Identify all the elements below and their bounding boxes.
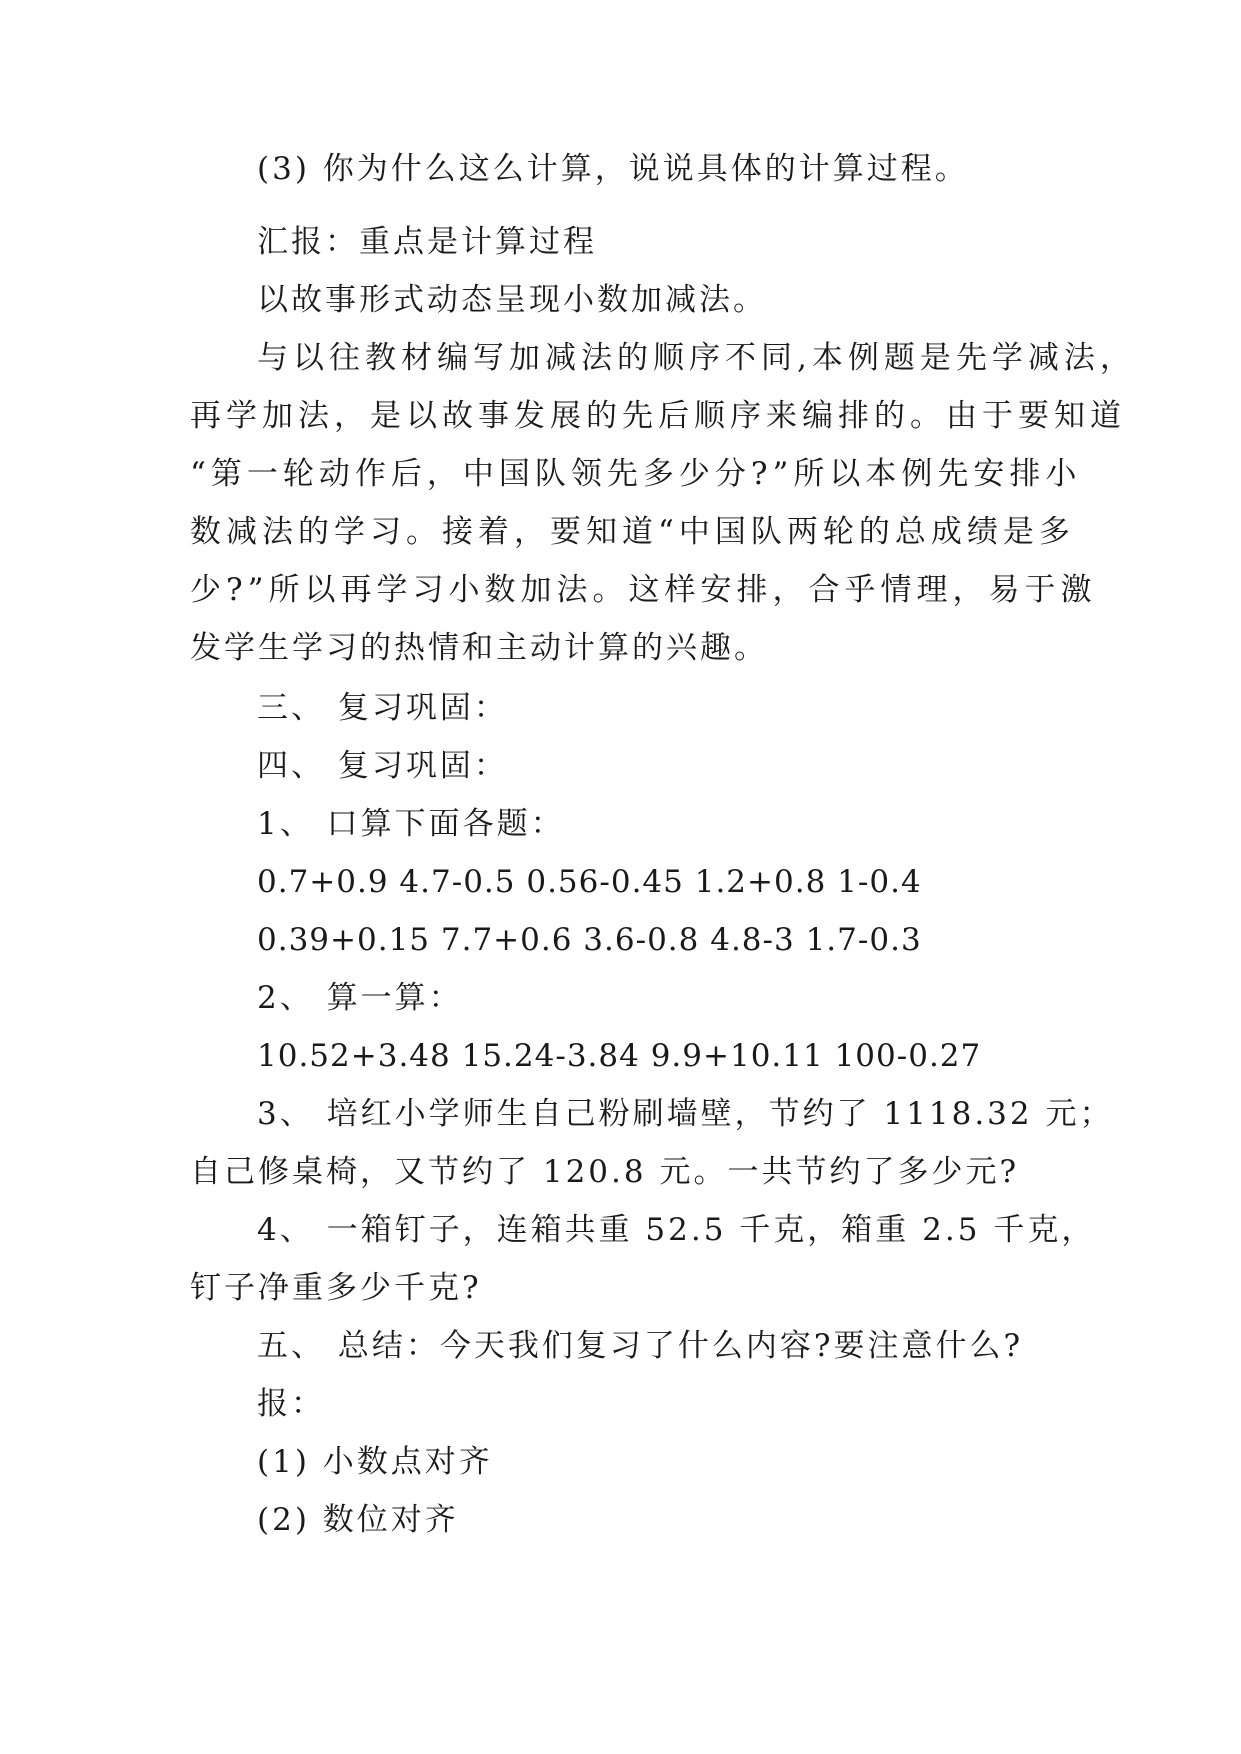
word-problem-4-line: 钉子净重多少千克?	[190, 1270, 482, 1306]
summary-point-1: (1) 小数点对齐	[257, 1444, 493, 1480]
summary-point-2: (2) 数位对齐	[257, 1502, 459, 1538]
paragraph-line: 数减法的学习。接着，要知道“中国队两轮的总成绩是多	[190, 514, 1075, 550]
report-label: 报：	[257, 1386, 325, 1422]
word-problem-4-line: 4、 一箱钉子，连箱共重 52.5 千克，箱重 2.5 千克，	[257, 1212, 1096, 1248]
question-3-line: (3) 你为什么这么计算，说说具体的计算过程。	[257, 151, 969, 187]
arithmetic-row: 0.7+0.9 4.7-0.5 0.56-0.45 1.2+0.8 1-0.4	[257, 864, 922, 900]
story-intro-line: 以故事形式动态呈现小数加减法。	[257, 282, 767, 318]
paragraph-line: 发学生学习的热情和主动计算的兴趣。	[190, 630, 768, 666]
paragraph-line: “第一轮动作后，中国队领先多少分?”所以本例先安排小	[190, 456, 1082, 492]
section-heading-4: 四、 复习巩固：	[257, 748, 508, 784]
paragraph-line: 再学加法，是以故事发展的先后顺序来编排的。由于要知道	[190, 398, 1126, 434]
report-line: 汇报：重点是计算过程	[257, 224, 597, 260]
exercise-2-heading: 2、 算一算：	[257, 980, 463, 1016]
exercise-1-heading: 1、 口算下面各题：	[257, 806, 565, 842]
word-problem-3-line: 3、 培红小学师生自己粉刷墙壁，节约了 1118.32 元；	[257, 1096, 1114, 1132]
paragraph-line: 与以往教材编写加减法的顺序不同,本例题是先学减法，	[257, 340, 1136, 376]
section-heading-3: 三、 复习巩固：	[257, 690, 508, 726]
arithmetic-row: 10.52+3.48 15.24-3.84 9.9+10.11 100-0.27	[257, 1038, 982, 1074]
paragraph-line: 少?”所以再学习小数加法。这样安排，合乎情理，易于激	[190, 572, 1097, 608]
summary-heading: 五、 总结：今天我们复习了什么内容?要注意什么?	[257, 1328, 1024, 1364]
arithmetic-row: 0.39+0.15 7.7+0.6 3.6-0.8 4.8-3 1.7-0.3	[257, 922, 922, 958]
word-problem-3-line: 自己修桌椅，又节约了 120.8 元。一共节约了多少元?	[190, 1154, 1020, 1190]
